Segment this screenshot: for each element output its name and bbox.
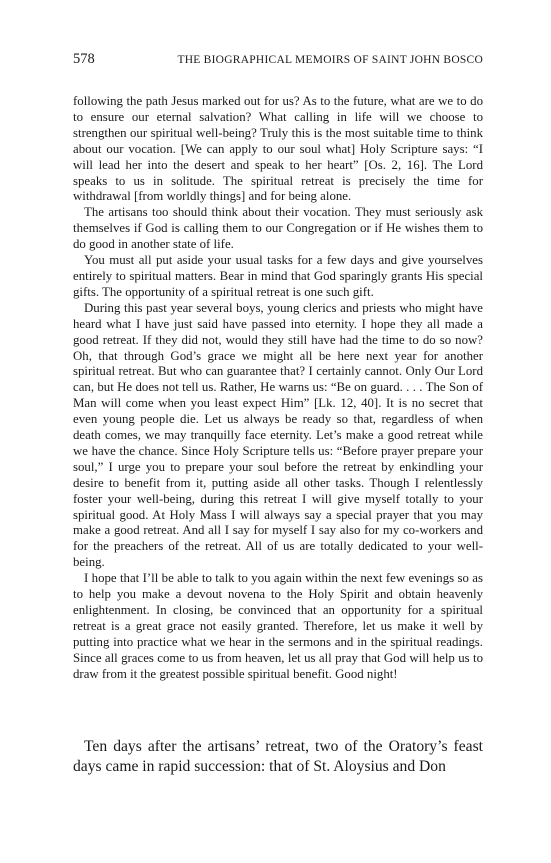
paragraph: The artisans too should think about their vocation. They must seriously ask themselves if God is calling them to our Congregation or if He wishes them to do good in another state of life. [73,205,483,252]
paragraph: I hope that I’ll be able to talk to you again within the next few evenings so as to help you make a devout novena to the Holy Spirit and obtain heavenly enlightenment. In closing, be convinced that an opportunity for a spiritual retreat is a great grace not easily granted. Therefore, let us make it well by putting into practice what we hear in the sermons and in the spiritual readings. Since all graces come to us from heaven, let us all pray that God will help us to draw from it the greatest possible spiritual benefit. Good night! [73,571,483,681]
paragraph-continued: following the path Jesus marked out for us? As to the future, what are we to do to ensure our eternal salvation? What calling in life will we choose to strengthen our spiritual well-being? Truly this is the most suitable time to think about our vocation. [We can apply to our soul what] Holy Scripture says: “I will lead her into the desert and speak to her heart” [Os. 2, 16]. The Lord speaks to us in solitude. The spiritual retreat is precisely the time for withdrawal [from worldly things] and for being alone. [73,94,483,204]
quoted-address [73,94,483,683]
running-head: THE BIOGRAPHICAL MEMOIRS OF SAINT JOHN BOSCO [177,54,483,66]
page-header [73,51,483,67]
narrative-paragraph: Ten days after the artisans’ retreat, two of the Oratory’s feast days came in rapid succession: that of St. Aloysius and Don [73,738,483,775]
paragraph: You must all put aside your usual tasks for a few days and give yourselves entirely to spiritual matters. Bear in mind that God sparingly grants His special gifts. The opportunity of a spiritual retreat is one such gift. [73,253,483,299]
paragraph: During this past year several boys, young clerics and priests who might have heard what I have just said have passed into eternity. I hope they all made a good retreat. If they did not, would they still have had the time to do so now? Oh, that through God’s grace we might all be here next year for another spiritual retreat. But who can guarantee that? I certainly cannot. Only Our Lord can, but He does not tell us. Rather, He warns us: “Be on guard. . . . The Son of Man will come when you least expect Him” [Lk. 12, 40]. It is no secret that even young people die. Let us always be ready so that, regardless of when death comes, we may tranquilly face eternity. Let’s make a good retreat while we have the chance. Since Holy Scripture tells us: “Before prayer prepare your soul,” I urge you to prepare your soul before the retreat by enkindling your desire to benefit from it, putting aside all other tasks. Though I relentlessly foster your well-being, during this retreat I will give myself totally to your spiritual good. At Holy Mass I will always say a special prayer that you may make a good retreat. And all I say for myself I say also for my co-workers and for the preachers of the retreat. All of us are totally dedicated to your well-being. [73,300,483,570]
page-number: 578 [73,51,95,67]
